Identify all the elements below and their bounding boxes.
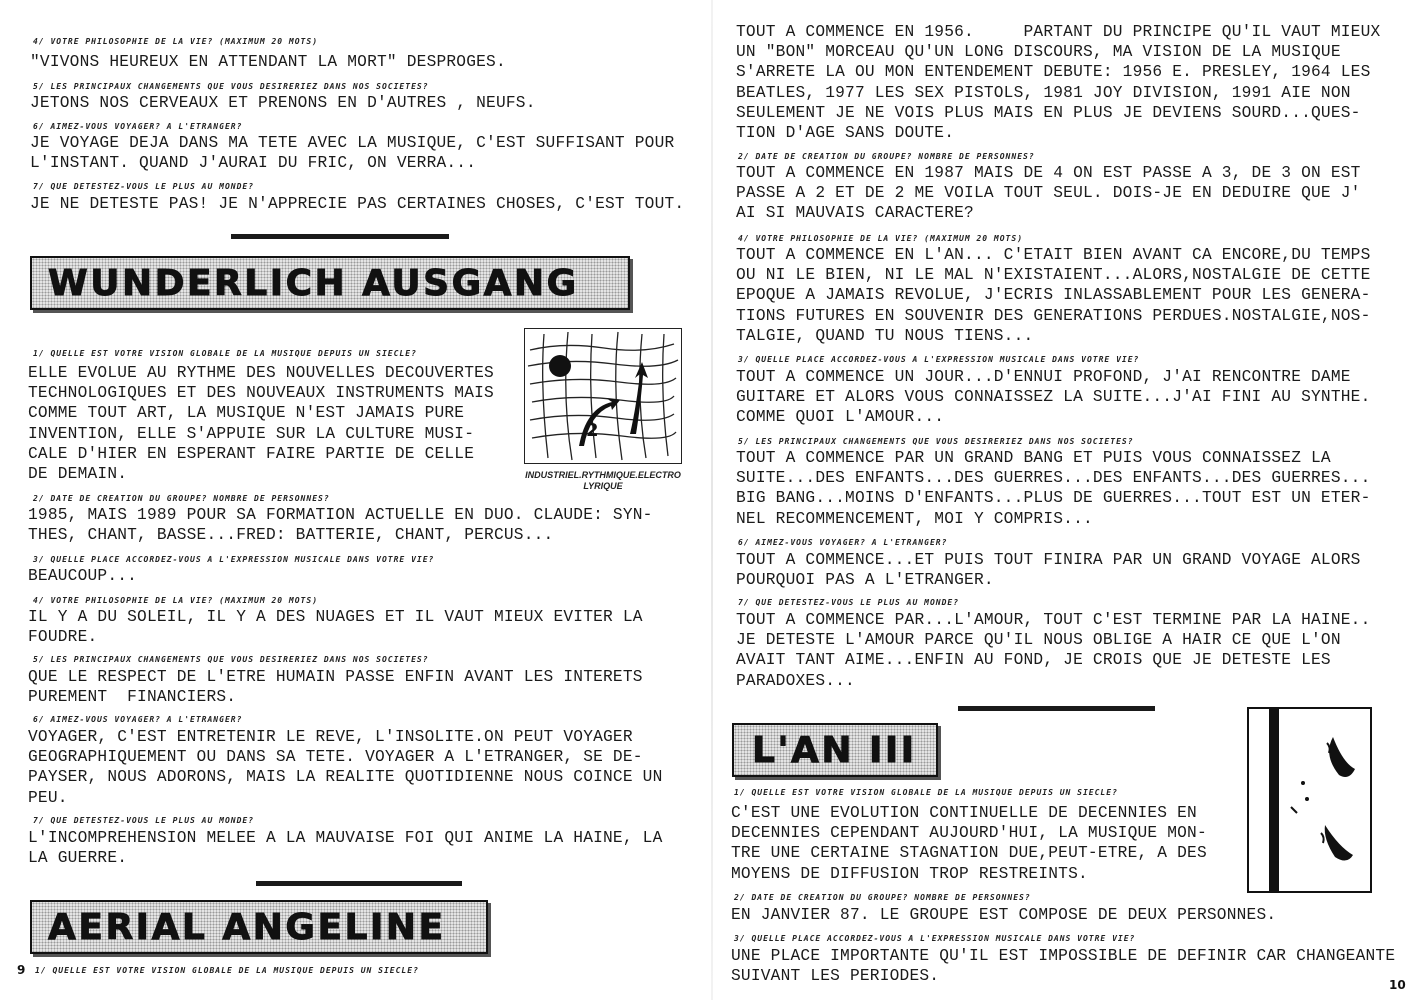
question-label: 4/ VOTRE PHILOSOPHIE DE LA VIE? (MAXIMUM 20 MOTS) xyxy=(33,37,319,46)
answer-text: EN JANVIER 87. LE GROUPE EST COMPOSE DE DEUX PERSONNES. xyxy=(731,906,1277,924)
question-label: 4/ VOTRE PHILOSOPHIE DE LA VIE? (MAXIMUM 20 MOTS) xyxy=(738,234,1024,243)
answer-text: ELLE EVOLUE AU RYTHME DES NOUVELLES DECOUVERTES TECHNOLOGIQUES ET DES NOUVEAUX INSTRUMENTS MAIS COMME TOUT ART, LA MUSIQUE N'EST JAMAIS PURE INVENTION, ELLE S'APPUIE SUR LA CULTURE MUSI- CALE D'HIER EN ESPERANT FAIRE PARTIE DE CELLE DE DEMAIN. xyxy=(28,364,494,484)
right-page xyxy=(712,0,1425,1000)
answer-text: JE NE DETESTE PAS! JE N'APPRECIE PAS CERTAINES CHOSES, C'EST TOUT. xyxy=(30,195,685,213)
section-divider xyxy=(256,881,462,886)
answer-text: TOUT A COMMENCE EN L'AN... C'ETAIT BIEN AVANT CA ENCORE,DU TEMPS OU NI LE BIEN, NI LE MAL N'EXISTAIENT...ALORS,NOSTALGIE DE CETTE EPOQUE A JAMAIS REVOLUE, J'ECRIS INLASSABLEMENT POUR LES GENERA- TIONS FUTURES EN SOUVENIR DES GENERATIONS PERDUES.NOSTALGIE,NOS- TALGIE, QUAND TU NOUS TIENS... xyxy=(736,246,1371,345)
answer-text: VOYAGER, C'EST ENTRETENIR LE REVE, L'INSOLITE.ON PEUT VOYAGER GEOGRAPHIQUEMENT OU DANS SA TETE. VOYAGER A L'ETRANGER, SE DE- PAYSER, NOUS ADORONS, MAIS LA REALITE QUOTIDIENNE NOUS COINCE UN PEU. xyxy=(28,728,663,807)
answer-text: C'EST UNE EVOLUTION CONTINUELLE DE DECENNIES EN DECENNIES CEPENDANT AUJOURD'HUI, LA MUSIQUE MON- TRE UNE CERTAINE STAGNATION DUE,PEUT-ETRE, A DES MOYENS DE DIFFUSION TROP RESTREINTS. xyxy=(731,804,1207,883)
answer-text: UNE PLACE IMPORTANTE QU'IL EST IMPOSSIBLE DE DEFINIR CAR CHANGEANTE SUIVANT LES PERIODES. xyxy=(731,947,1396,986)
answer-text: TOUT A COMMENCE PAR...L'AMOUR, TOUT C'EST TERMINE PAR LA HAINE.. JE DETESTE L'AMOUR PARCE QU'IL NOUS OBLIGE A HAIR CE QUE L'ON AVAIT TANT AIME...ENFIN AU FOND, JE CROIS QUE JE DETESTE LES PARADOXES... xyxy=(736,611,1371,690)
question-label: 2/ DATE DE CREATION DU GROUPE? NOMBRE DE PERSONNES? xyxy=(734,893,1031,902)
svg-text:c: c xyxy=(632,418,638,429)
question-label: 7/ QUE DETESTEZ-VOUS LE PLUS AU MONDE? xyxy=(738,598,960,607)
abstract-face-illustration-icon xyxy=(1247,707,1372,893)
answer-text: TOUT A COMMENCE PAR UN GRAND BANG ET PUIS VOUS CONNAISSEZ LA SUITE...DES ENFANTS...DES GUERRES...DES ENFANTS...DES GUERRES... BIG BANG...MOINS D'ENFANTS...PLUS DE GUERRES...TOUT EST UN ETER- NEL RECOMMENCEMENT, MOI Y COMPRIS... xyxy=(736,449,1371,528)
answer-text: TOUT A COMMENCE EN 1987 MAIS DE 4 ON EST PASSE A 3, DE 3 ON EST PASSE A 2 ET DE 2 ME VOILA TOUT SEUL. DOIS-JE EN DEDUIRE QUE J' AI SI MAUVAIS CARACTERE? xyxy=(736,164,1361,223)
band-title-banner xyxy=(30,900,488,954)
question-label: 1/ QUELLE EST VOTRE VISION GLOBALE DE LA MUSIQUE DEPUIS UN SIECLE? xyxy=(35,966,419,975)
answer-text: IL Y A DU SOLEIL, IL Y A DES NUAGES ET IL VAUT MIEUX EVITER LA FOUDRE. xyxy=(28,608,643,647)
question-label: 6/ AIMEZ-VOUS VOYAGER? A L'ETRANGER? xyxy=(33,715,243,724)
question-label: 6/ AIMEZ-VOUS VOYAGER? A L'ETRANGER? xyxy=(738,538,948,547)
band-title-banner xyxy=(732,723,938,777)
question-label: 5/ LES PRINCIPAUX CHANGEMENTS QUE VOUS DESIRERIEZ DANS NOS SOCIETES? xyxy=(33,82,429,91)
question-label: 6/ AIMEZ-VOUS VOYAGER? A L'ETRANGER? xyxy=(33,122,243,131)
question-label: 5/ LES PRINCIPAUX CHANGEMENTS QUE VOUS DESIRERIEZ DANS NOS SOCIETES? xyxy=(738,437,1134,446)
band-name: AERIAL ANGELINE xyxy=(48,906,446,948)
question-label: 3/ QUELLE PLACE ACCORDEZ-VOUS A L'EXPRESSION MUSICALE DANS VOTRE VIE? xyxy=(738,355,1140,364)
question-label: 7/ QUE DETESTEZ-VOUS LE PLUS AU MONDE? xyxy=(33,816,255,825)
question-label: 2/ DATE DE CREATION DU GROUPE? NOMBRE DE PERSONNES? xyxy=(33,494,330,503)
answer-text: TOUT A COMMENCE...ET PUIS TOUT FINIRA PAR UN GRAND VOYAGE ALORS POURQUOI PAS A L'ETRANGER. xyxy=(736,551,1361,590)
band-title-banner xyxy=(30,256,630,310)
answer-text: "VIVONS HEUREUX EN ATTENDANT LA MORT" DESPROGES. xyxy=(30,53,506,71)
question-label: 1/ QUELLE EST VOTRE VISION GLOBALE DE LA MUSIQUE DEPUIS UN SIECLE? xyxy=(33,349,417,358)
answer-text: TOUT A COMMENCE EN 1956. PARTANT DU PRINCIPE QU'IL VAUT MIEUX UN "BON" MORCEAU QU'UN LONG DISCOURS, MA VISION DE LA MUSIQUE S'ARRETE LA OU MON ENTENDEMENT DEBUTE: 1956 E. PRESLEY, 1964 LES BEATLES, 1977 LES SEX PISTOLS, 1981 JOY DIVISION, 1991 AIE NON SEULEMENT JE NE VOIS PLUS MAIS EN PLUS JE DEVIENS SOURD...QUES- TION D'AGE SANS DOUTE. xyxy=(736,23,1381,143)
answer-text: L'INCOMPREHENSION MELEE A LA MAUVAISE FOI QUI ANIME LA HAINE, LA LA GUERRE. xyxy=(28,829,663,868)
page-number: 10 xyxy=(1389,978,1406,992)
question-label: 3/ QUELLE PLACE ACCORDEZ-VOUS A L'EXPRESSION MUSICALE DANS VOTRE VIE? xyxy=(33,555,435,564)
question-label: 7/ QUE DETESTEZ-VOUS LE PLUS AU MONDE? xyxy=(33,182,255,191)
band-name: WUNDERLICH AUSGANG xyxy=(48,262,579,304)
question-label: 2/ DATE DE CREATION DU GROUPE? NOMBRE DE PERSONNES? xyxy=(738,152,1035,161)
answer-text: JETONS NOS CERVEAUX ET PRENONS EN D'AUTRES , NEUFS. xyxy=(30,94,536,112)
question-label: 4/ VOTRE PHILOSOPHIE DE LA VIE? (MAXIMUM 20 MOTS) xyxy=(33,596,319,605)
left-page xyxy=(0,0,712,1000)
abstract-grid-illustration-icon xyxy=(524,328,682,464)
band-name: L'AN III xyxy=(752,729,917,771)
answer-text: TOUT A COMMENCE UN JOUR...D'ENNUI PROFOND, J'AI RENCONTRE DAME GUITARE ET ALORS VOUS CONNAISSEZ LA SUITE...J'AI FINI AU SYNTHE. COMME QUOI L'AMOUR... xyxy=(736,368,1371,427)
section-divider xyxy=(958,706,1155,711)
answer-text: 1985, MAIS 1989 POUR SA FORMATION ACTUELLE EN DUO. CLAUDE: SYN- THES, CHANT, BASSE...FRED: BATTERIE, CHANT, PERCUS... xyxy=(28,506,653,545)
question-label: 5/ LES PRINCIPAUX CHANGEMENTS QUE VOUS DESIRERIEZ DANS NOS SOCIETES? xyxy=(33,655,429,664)
svg-text:2: 2 xyxy=(586,420,599,441)
question-label: 3/ QUELLE PLACE ACCORDEZ-VOUS A L'EXPRESSION MUSICALE DANS VOTRE VIE? xyxy=(734,934,1136,943)
art-caption: INDUSTRIEL.RYTHMIQUE.ELECTRO LYRIQUE xyxy=(525,470,681,491)
answer-text: QUE LE RESPECT DE L'ETRE HUMAIN PASSE ENFIN AVANT LES INTERETS PUREMENT FINANCIERS. xyxy=(28,668,643,707)
page-number: 9 xyxy=(17,963,26,977)
question-label: 1/ QUELLE EST VOTRE VISION GLOBALE DE LA MUSIQUE DEPUIS UN SIECLE? xyxy=(734,788,1118,797)
answer-text: JE VOYAGE DEJA DANS MA TETE AVEC LA MUSIQUE, C'EST SUFFISANT POUR L'INSTANT. QUAND J'AURAI DU FRIC, ON VERRA... xyxy=(30,134,675,173)
section-divider xyxy=(231,234,449,239)
answer-text: BEAUCOUP... xyxy=(28,567,138,585)
